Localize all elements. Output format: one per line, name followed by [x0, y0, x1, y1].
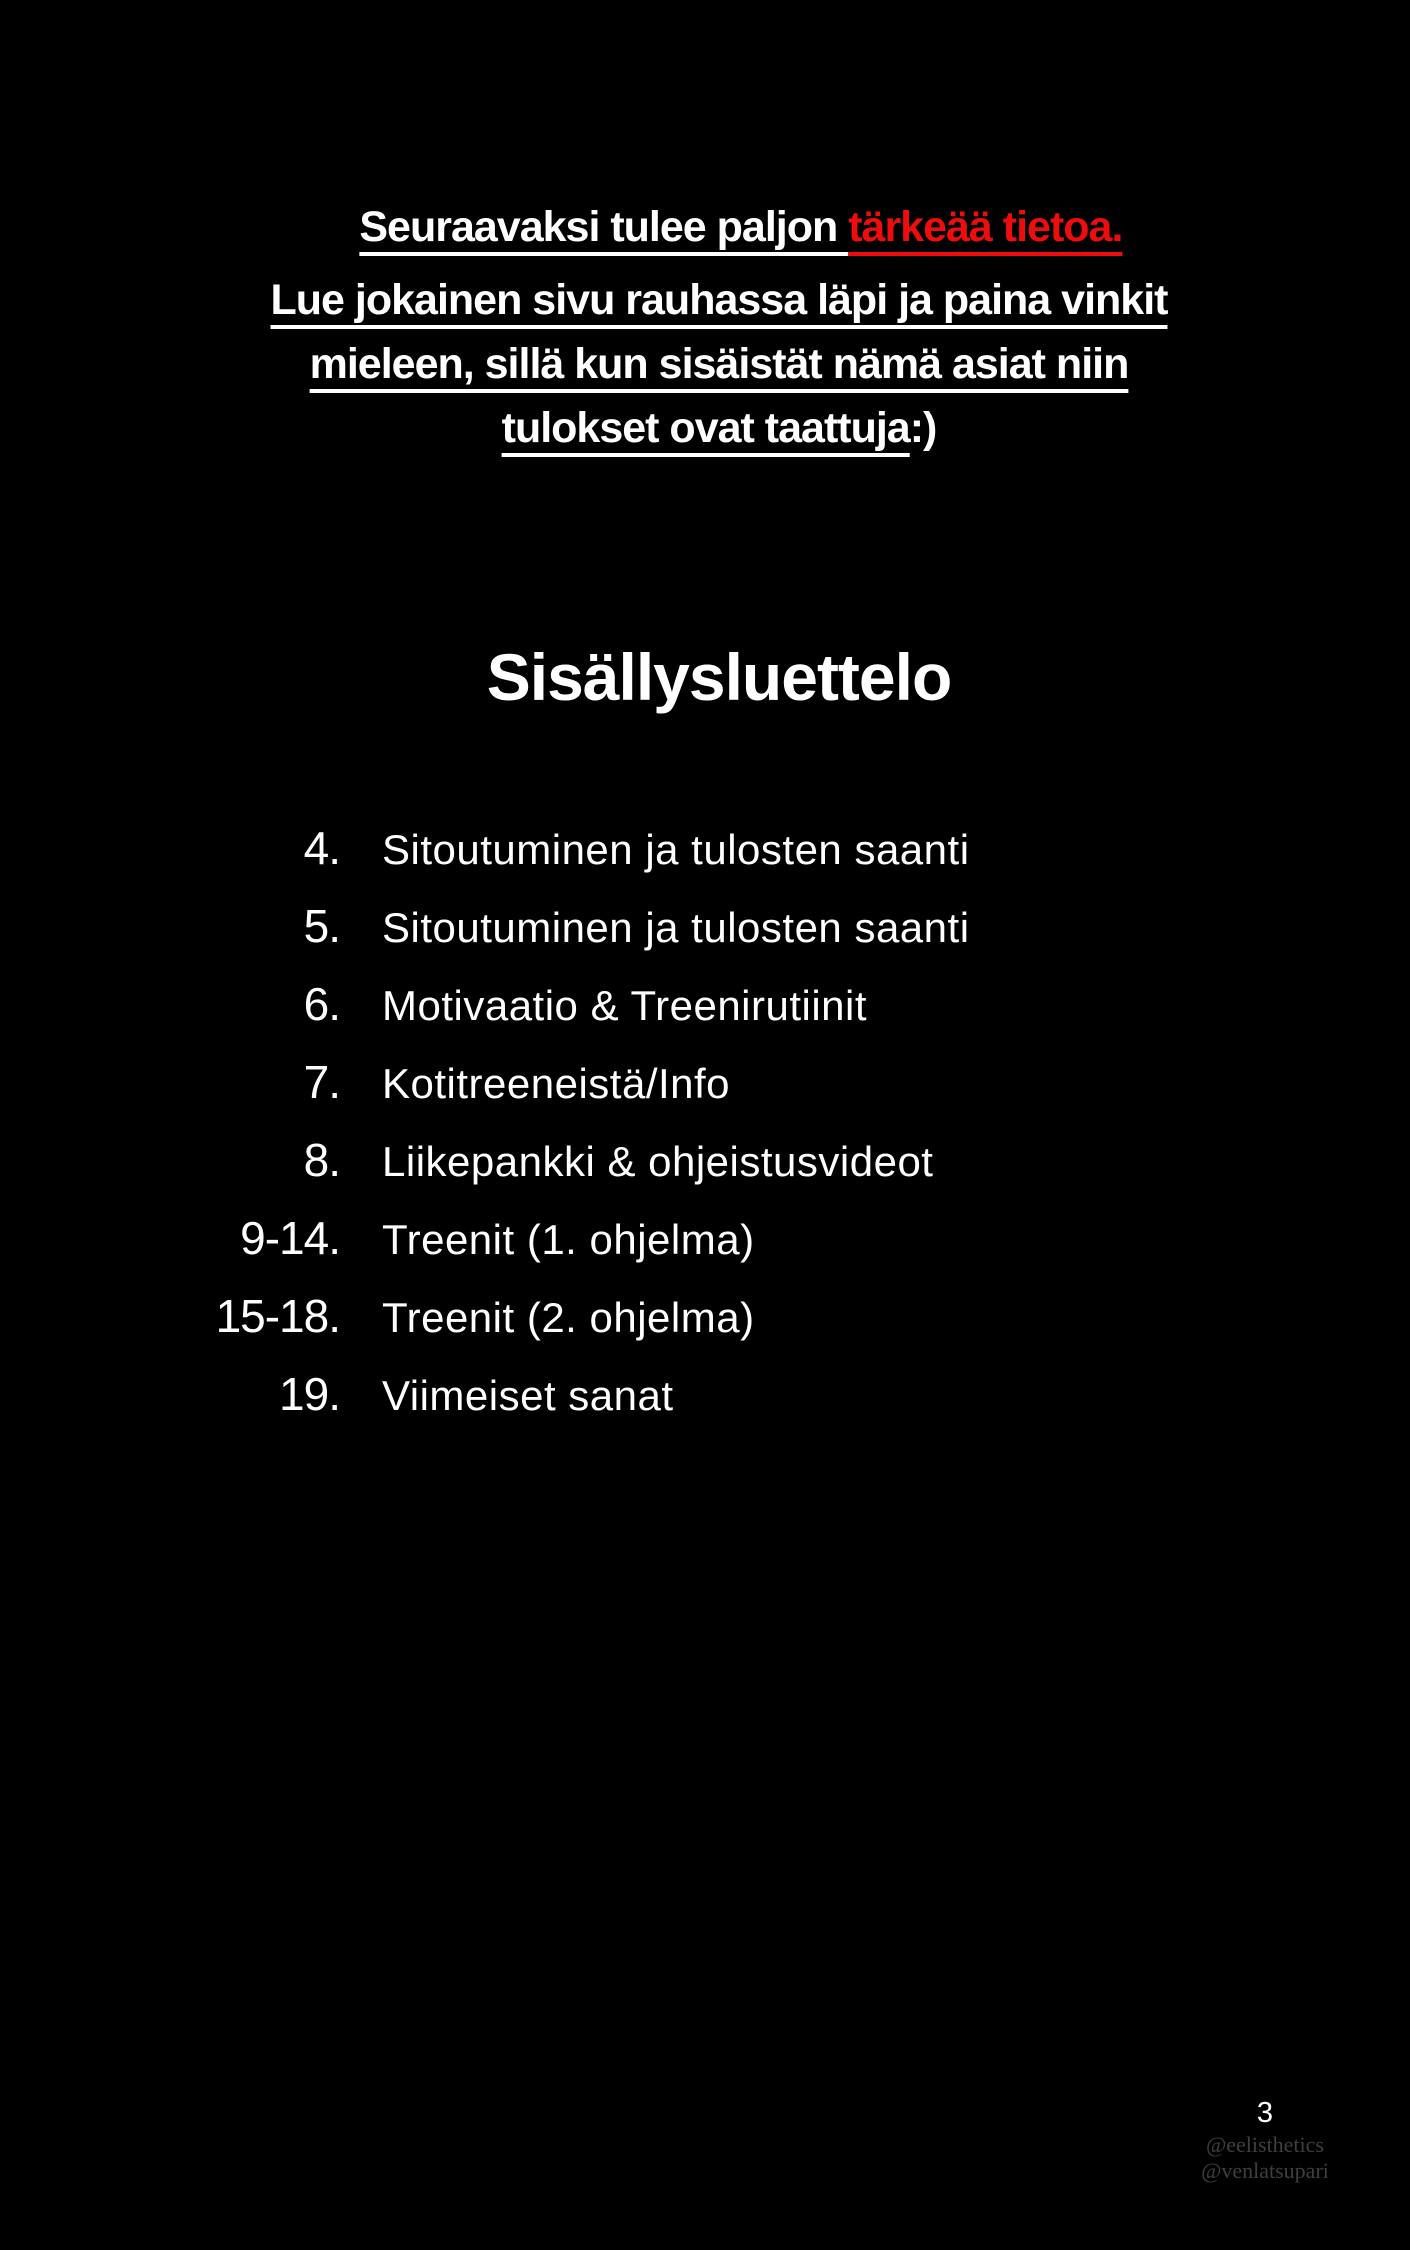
toc-item-label: Treenit (2. ohjelma)	[382, 1294, 755, 1341]
toc-row	[195, 1044, 970, 1122]
intro-line-1: Lue jokainen sivu rauhassa läpi ja paina vinkit	[270, 276, 1168, 324]
toc-page-range: 7.	[303, 1056, 340, 1108]
toc-item-label: Motivaatio & Treenirutiinit	[382, 982, 868, 1029]
toc-item-label: Sitoutuminen ja tulosten saanti	[382, 826, 970, 873]
intro-line-2: mieleen, sillä kun sisäistät nämä asiat niin	[309, 340, 1129, 388]
toc-row	[195, 1356, 970, 1434]
heading-white-text: Seuraavaksi tulee paljon	[359, 203, 849, 251]
toc-title: Sisällysluettelo	[486, 640, 952, 714]
toc-page-range: 9-14.	[240, 1212, 340, 1264]
toc-row	[195, 1278, 970, 1356]
toc-page-range: 19.	[279, 1368, 340, 1420]
toc-page-range: 6.	[303, 978, 340, 1030]
toc-page-range: 8.	[303, 1134, 340, 1186]
toc-page-range: 15-18.	[215, 1290, 340, 1342]
intro-smiley: :)	[909, 404, 937, 452]
toc-item-label: Kotitreeneistä/Info	[382, 1060, 731, 1107]
heading-red-text: tärkeää tietoa.	[848, 203, 1123, 251]
toc-row	[195, 1200, 970, 1278]
toc-item-label: Viimeiset sanat	[382, 1372, 674, 1419]
instagram-handle: @venlatsupari	[1201, 2158, 1329, 2183]
instagram-handle: @eelisthetics	[1205, 2132, 1324, 2157]
intro-paragraph	[28, 268, 1410, 460]
page-number: 3	[1256, 2097, 1274, 2129]
toc-list	[195, 810, 970, 1434]
toc-row	[195, 888, 970, 966]
page-footer	[1180, 2094, 1350, 2184]
toc-item-label: Liikepankki & ohjeistusvideot	[382, 1138, 934, 1185]
toc-row	[195, 810, 970, 888]
toc-item-label: Treenit (1. ohjelma)	[382, 1216, 755, 1263]
toc-page-range: 4.	[303, 822, 340, 874]
toc-page-range: 5.	[303, 900, 340, 952]
toc-row	[195, 1122, 970, 1200]
toc-row	[195, 966, 970, 1044]
toc-item-label: Sitoutuminen ja tulosten saanti	[382, 904, 970, 951]
intro-line-3: tulokset ovat taattuja:)	[501, 404, 937, 452]
